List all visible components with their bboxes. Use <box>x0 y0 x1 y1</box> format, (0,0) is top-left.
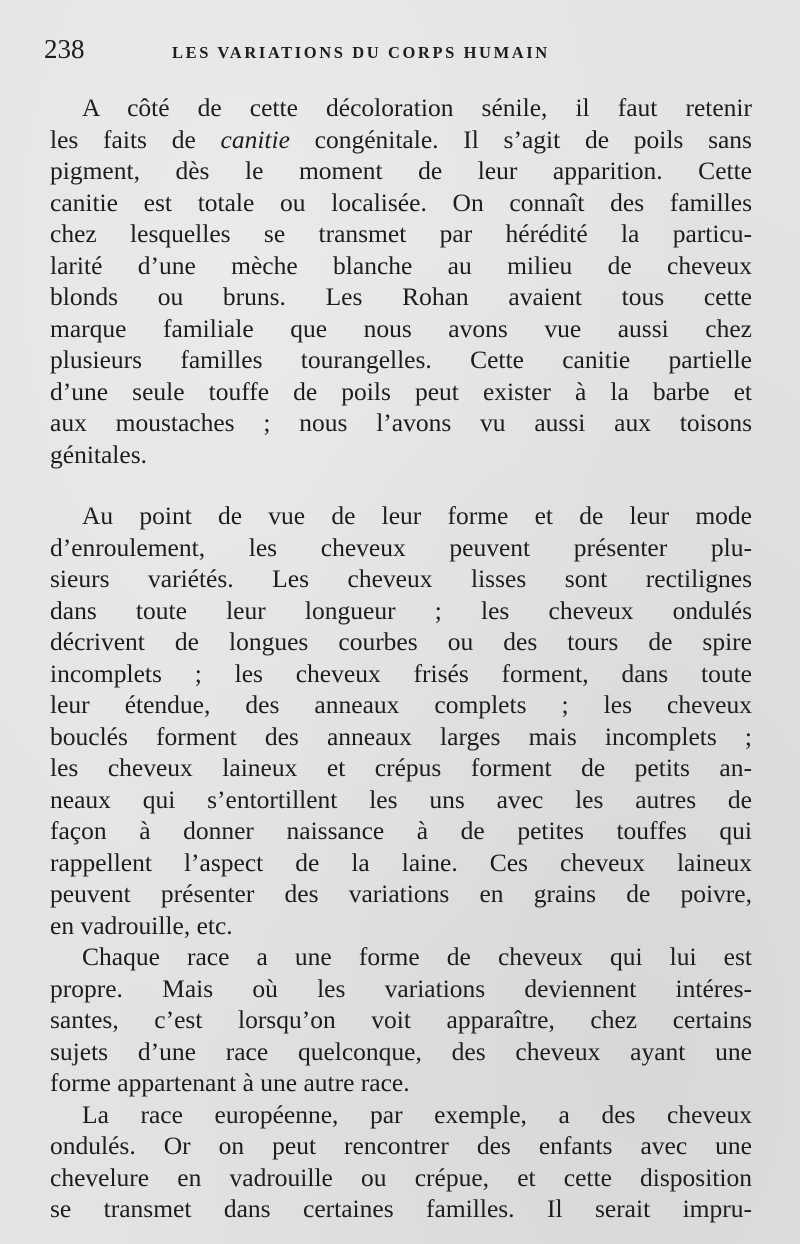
text-line: sujets d’une race quelconque, des cheveux ayant une <box>50 1036 752 1066</box>
running-title: LES VARIATIONS DU CORPS HUMAIN <box>172 43 550 62</box>
text-line: d’une seule touffe de poils peut exister à la barbe et <box>50 376 752 406</box>
text-line: La race européenne, par exemple, a des cheveux <box>82 1099 752 1129</box>
text-line: propre. Mais où les variations deviennent intéres- <box>50 973 752 1003</box>
text-line: neaux qui s’entortillent les uns avec les autres de <box>50 784 752 814</box>
text-line: bouclés forment des anneaux larges mais incomplets ; <box>50 721 752 751</box>
text-line: génitales. <box>50 439 148 469</box>
text-line: pigment, dès le moment de leur apparition. Cette <box>50 156 752 185</box>
text-line: aux moustaches ; nous l’avons vu aussi aux toisons <box>50 408 752 437</box>
body-text <box>50 92 752 1225</box>
text-line: larité d’une mèche blanche au milieu de cheveux <box>50 250 752 280</box>
text-line: leur étendue, des anneaux complets ; les cheveux <box>50 690 752 719</box>
text-line: Au point de vue de leur forme et de leur mode <box>82 501 752 530</box>
text-line <box>50 124 752 156</box>
text-line: d’enroulement, les cheveux peuvent présenter plu- <box>50 532 752 562</box>
text-line: façon à donner naissance à de petites touffes qui <box>50 816 752 845</box>
paragraph-canitie <box>50 92 752 470</box>
text-line: incomplets ; les cheveux frisés forment, dans toute <box>50 658 752 688</box>
text-line: se transmet dans certaines familles. Il serait impru- <box>50 1194 752 1223</box>
text-segment: congénitale. Il s’agit de poils sans <box>289 124 752 154</box>
text-line: chez lesquelles se transmet par hérédité la particu- <box>50 219 752 248</box>
text-segment: les faits de <box>50 124 221 154</box>
text-line: santes, c’est lorsqu’on voit apparaître, chez certains <box>50 1005 752 1034</box>
paragraph-hair-forms <box>50 500 752 941</box>
text-line: en vadrouille, etc. <box>50 910 233 940</box>
text-line: chevelure en vadrouille ou crépue, et cette disposition <box>50 1162 752 1192</box>
text-line: Chaque race a une forme de cheveux qui lui est <box>82 942 752 971</box>
text-line: A côté de cette décoloration sénile, il faut retenir <box>82 93 752 122</box>
text-line: marque familiale que nous avons vue aussi chez <box>50 313 752 343</box>
text-line: rappellent l’aspect de la laine. Ces cheveux laineux <box>50 847 752 877</box>
text-line: dans toute leur longueur ; les cheveux ondulés <box>50 595 752 625</box>
running-head <box>44 34 744 74</box>
text-line: les cheveux laineux et crépus forment de petits an- <box>50 753 752 782</box>
page-number: 238 <box>44 34 85 64</box>
text-line: décrivent de longues courbes ou des tours de spire <box>50 627 752 656</box>
text-line: peuvent présenter des variations en grains de poivre, <box>50 879 752 908</box>
paragraph-gap <box>50 470 752 500</box>
italic-term: canitie <box>220 124 290 154</box>
text-line: forme appartenant à une autre race. <box>50 1068 410 1097</box>
paragraph-european-race <box>50 1099 752 1225</box>
text-line: plusieurs familles tourangelles. Cette canitie partielle <box>50 345 752 374</box>
text-line: canitie est totale ou localisée. On connaît des familles <box>50 187 752 217</box>
text-line: sieurs variétés. Les cheveux lisses sont rectilignes <box>50 564 752 593</box>
paragraph-race-hair <box>50 941 752 1099</box>
text-line: ondulés. Or on peut rencontrer des enfants avec une <box>50 1131 752 1160</box>
text-line: blonds ou bruns. Les Rohan avaient tous cette <box>50 282 752 311</box>
